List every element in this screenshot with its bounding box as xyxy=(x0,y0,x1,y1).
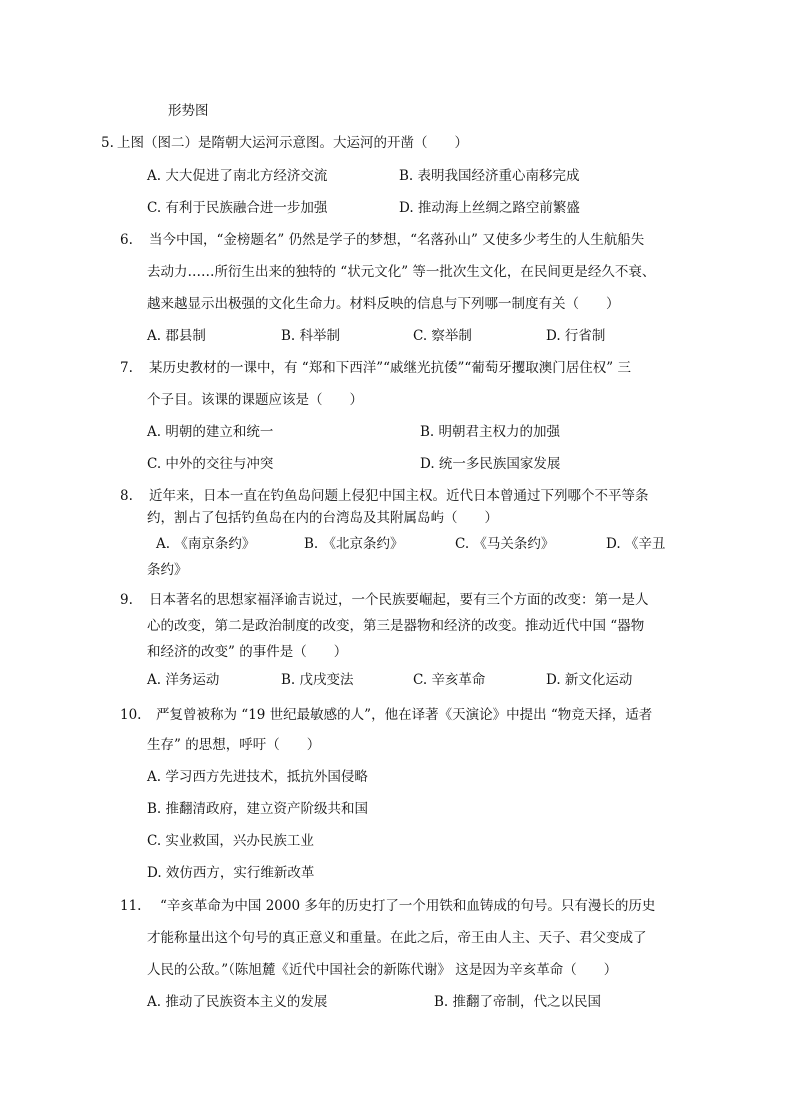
question-stem-line: 生存” 的思想，呼吁（ ） xyxy=(147,737,321,753)
question-number: 7. xyxy=(120,360,133,376)
option-d: D. 效仿西方，实行维新改革 xyxy=(147,865,315,881)
option-c: C. 察举制 xyxy=(413,328,472,344)
question-stem-line: 人民的公敌。”（陈旭麓《近代中国社会的新陈代谢》 这是因为辛亥革命（ ） xyxy=(147,962,618,978)
option-d: D. 行省制 xyxy=(546,328,606,344)
option-b: B. 明朝君主权力的加强 xyxy=(420,424,561,440)
question-number: 6. xyxy=(120,232,133,248)
option-d: D. 《辛丑 xyxy=(606,536,666,552)
option-b: B. 推翻清政府，建立资产阶级共和国 xyxy=(147,801,369,817)
option-d: D. 推动海上丝绸之路空前繁盛 xyxy=(399,200,580,216)
option-c: C. 辛亥革命 xyxy=(413,672,486,688)
question-stem-line: 严复曾被称为 “19 世纪最敏感的人”，他在译著《天演论》中提出 “物竞天择，适者 xyxy=(156,707,653,723)
option-a: A. 学习西方先进技术，抵抗外国侵略 xyxy=(147,769,368,785)
option-a: A. 推动了民族资本主义的发展 xyxy=(147,994,328,1010)
question-stem-line: 近年来，日本一直在钓鱼岛问题上侵犯中国主权。近代日本曾通过下列哪个不平等条 xyxy=(149,488,649,504)
option-c: C. 中外的交往与冲突 xyxy=(147,456,274,472)
option-d-continuation: 条约》 xyxy=(147,562,188,578)
option-d: D. 新文化运动 xyxy=(546,672,633,688)
question-number: 10. xyxy=(120,707,142,723)
question-stem-line: 去动力……所衍生出来的独特的 “状元文化” 等一批次生文化，在民间更是经久不衰、 xyxy=(147,264,656,280)
map-caption-fragment: 形势图 xyxy=(168,103,209,119)
option-b: B. 科举制 xyxy=(281,328,341,344)
option-c: C. 有利于民族融合进一步加强 xyxy=(147,200,328,216)
question-stem-line: 越来越显示出极强的文化生命力。材料反映的信息与下列哪一制度有关（ ） xyxy=(147,296,620,312)
question-stem-line: “辛亥革命为中国 2000 多年的历史打了一个用铁和血铸成的句号。只有漫长的历史 xyxy=(160,898,656,914)
question-stem-line: 和经济的改变” 的事件是（ ） xyxy=(147,644,348,660)
question-stem-line: 某历史教材的一课中，有 “郑和下西洋”“戚继光抗倭”“葡萄牙攫取澳门居住权” 三 xyxy=(149,360,631,376)
option-a: A. 明朝的建立和统一 xyxy=(147,424,274,440)
question-stem-line: 个子目。该课的课题应该是（ ） xyxy=(147,392,363,408)
question-number: 8. xyxy=(120,488,133,504)
option-a: A. 《南京条约》 xyxy=(156,536,256,552)
option-a: A. 郡县制 xyxy=(147,328,206,344)
option-b: B. 戊戌变法 xyxy=(281,672,354,688)
question-stem-line: 才能称量出这个句号的真正意义和重量。在此之后，帝王由人主、天子、君父变成了 xyxy=(147,930,647,946)
option-b: B. 推翻了帝制，代之以民国 xyxy=(434,994,602,1010)
option-b: B. 《北京条约》 xyxy=(304,536,404,552)
question-stem-line: 约，割占了包括钓鱼岛在内的台湾岛及其附属岛屿（ ） xyxy=(147,510,498,526)
question-number: 5. xyxy=(101,135,114,151)
option-d: D. 统一多民族国家发展 xyxy=(420,456,561,472)
question-stem-line: 心的改变，第二是政治制度的改变，第三是器物和经济的改变。推动近代中国 “器物 xyxy=(147,618,645,634)
option-a: A. 洋务运动 xyxy=(147,672,220,688)
option-c: C. 实业救国，兴办民族工业 xyxy=(147,833,314,849)
option-c: C. 《马关条约》 xyxy=(455,536,555,552)
question-stem-line: 当今中国，“金榜题名” 仍然是学子的梦想，“名落孙山” 又使多少考生的人生航船失 xyxy=(149,232,645,248)
question-stem-line: 上图（图二）是隋朝大运河示意图。大运河的开凿（ ） xyxy=(117,135,468,151)
option-a: A. 大大促进了南北方经济交流 xyxy=(147,168,328,184)
option-b: B. 表明我国经济重心南移完成 xyxy=(399,168,580,184)
question-number: 9. xyxy=(120,592,133,608)
question-number: 11. xyxy=(120,898,142,914)
question-stem-line: 日本著名的思想家福泽谕吉说过，一个民族要崛起，要有三个方面的改变：第一是人 xyxy=(149,592,649,608)
